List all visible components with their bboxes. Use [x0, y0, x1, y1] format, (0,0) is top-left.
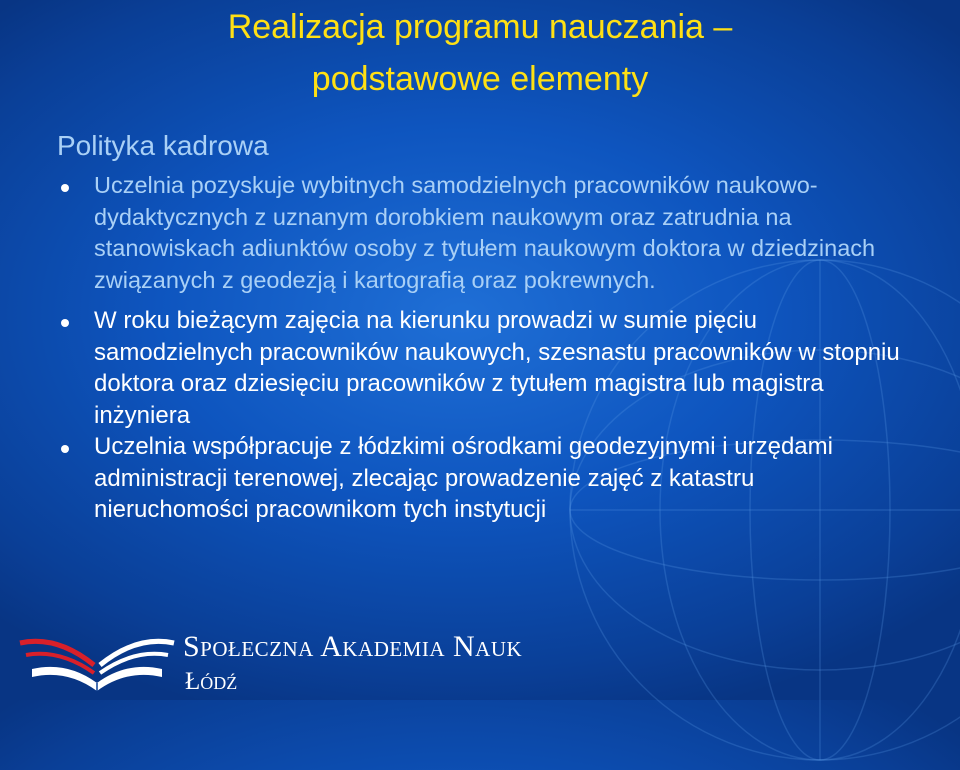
section-subtitle: Polityka kadrowa — [57, 130, 269, 161]
bullet-text: Uczelnia pozyskuje wybitnych samodzielnych pracowników naukowo-dydaktycznych z uznanym dorobkiem naukowym oraz zatrudnia na stanowiskach adiunktów osoby z tytułem naukowym doktora w dziedzinach związanych z geodezją i kartografią oraz pokrewnych. — [94, 172, 876, 293]
bullet-dot-icon — [61, 184, 69, 192]
organization-city: Łódź — [185, 668, 238, 695]
bullet-text: Uczelnia współpracuje z łódzkimi ośrodkami geodezyjnymi i urzędami administracji terenowej, zlecając prowadzenie zajęć z katastru nieruchomości pracownikom tych instytucji — [94, 433, 833, 523]
open-book-logo-icon — [12, 625, 182, 695]
bullet-item — [55, 170, 905, 296]
bullet-list — [55, 170, 905, 526]
slide-title-line-1: Realizacja programu nauczania – — [227, 8, 733, 46]
bullet-dot-icon — [61, 319, 69, 327]
organization-name: Społeczna Akademia Nauk — [183, 630, 523, 663]
footer — [0, 605, 960, 700]
slide-title-line-2: podstawowe elementy — [311, 60, 649, 98]
bullet-item — [55, 431, 905, 526]
bullet-item — [55, 305, 905, 431]
slide-title — [0, 0, 960, 105]
bullet-dot-icon — [61, 445, 69, 453]
bullet-text: W roku bieżącym zajęcia na kierunku prowadzi w sumie pięciu samodzielnych pracowników naukowych, szesnastu pracowników w stopniu doktora oraz dziesięciu pracowników z tytułem magistra lub magistra inżyniera — [94, 307, 900, 429]
